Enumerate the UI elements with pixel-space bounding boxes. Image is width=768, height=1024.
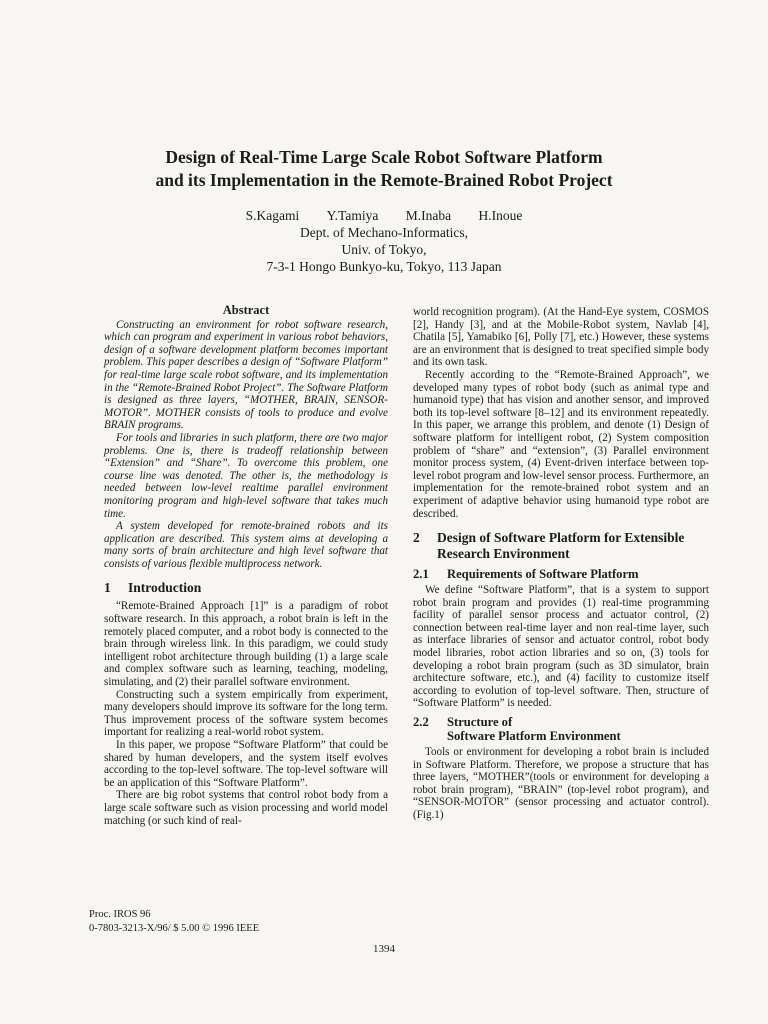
section-number: 2 (413, 530, 420, 546)
author-dept: Dept. of Mechano-Informatics, (300, 225, 468, 240)
subsection-title (447, 715, 709, 743)
body-paragraph: “Remote-Brained Approach [1]” is a paradigm of robot software research. In this approach, a robot brain is left in the remotely placed computer, and a robot body is connected to the brain through wireless link. In this paradigm, we could study intelligent robot architecture through building (1) a large scale and complex software such as learning, teaching, modeling, simulating, and (2) their parallel software environment. (104, 600, 388, 689)
body-paragraph: There are big robot systems that control robot body from a large scale software such as vision processing and world model matching (or such kind of real- (104, 789, 388, 827)
footer-proceedings: Proc. IROS 96 (89, 909, 151, 920)
subsection-number: 2.1 (413, 567, 429, 582)
abstract-heading: Abstract (222, 303, 270, 317)
body-paragraph: Tools or environment for developing a robot brain is included in Software Platform. Therefore, we propose a structure that has three layers, “MOTHER”(tools or environment for developing a robot brain program), “BRAIN” (top-level robot program), and “SENSOR-MOTOR” (sensor processing and actuator control). (Fig.1) (413, 746, 709, 821)
author-univ: Univ. of Tokyo, (341, 242, 427, 257)
left-column (104, 304, 388, 827)
author-name: H.Inoue (478, 208, 523, 223)
title-line-2: and its Implementation in the Remote-Brained Robot Project (155, 170, 613, 190)
author-address: 7-3-1 Hongo Bunkyo-ku, Tokyo, 113 Japan (266, 259, 502, 274)
body-paragraph: We define “Software Platform”, that is a system to support robot brain program and provides (1) real-time programming facility of parallel sensor process and actuator control, (2) connection between real-time layer and non real-time layer, such as interface libraries of sensor and actuator control, robot body model libraries, robot action libraries and so on, (3) tools for developing a robot brain program (such as 3D simulator, brain architecture software, etc.), and (4) facility to customize itself according to evolution of top-level software. Then, structure of “Software Platform” is needed. (413, 584, 709, 710)
body-paragraph: world recognition program). (At the Hand-Eye system, COSMOS [2], Handy [3], and at the Mobile-Robot system, Navlab [4], Chatila [5], Yamabiko [6], Polly [7], etc.) However, these systems are an environment that is designed to treat specified simple body and its own task. (413, 306, 709, 369)
abstract-paragraph: For tools and libraries in such platform, there are two major problems. One is, there is tradeoff relationship between “Extension” and “Share”. To overcome this problem, one course line was denoted. The other is, the methodology is needed between low-level realtime parallel environment monitoring program and high-level software that takes much time. (104, 431, 388, 520)
title-line-1: Design of Real-Time Large Scale Robot Software Platform (165, 147, 603, 167)
paper-title (60, 146, 708, 192)
author-name: S.Kagami (245, 208, 300, 223)
subsection-heading-structure (413, 715, 709, 743)
section-heading-design (413, 530, 709, 562)
section-title: Design of Software Platform for Extensible Research Environment (437, 530, 685, 562)
abstract-paragraph: A system developed for remote-brained robots and its application are described. This system aims at developing a many sorts of brain architecture and high level software that consists of various flexible multiprocess network. (104, 520, 388, 570)
author-name: Y.Tamiya (326, 208, 379, 223)
footer (89, 908, 259, 936)
subsection-number: 2.2 (413, 715, 429, 730)
abstract (104, 304, 388, 570)
body-paragraph: In this paper, we propose “Software Platform” that could be shared by human developers, and the system itself evolves according to the top-level software. The top-level software will be an application of this “Software Platform”. (104, 739, 388, 789)
subsection-title: Requirements of Software Platform (447, 567, 639, 582)
right-column (413, 306, 709, 822)
page-number: 1394 (373, 943, 395, 955)
section-number: 1 (104, 580, 111, 596)
author-name: M.Inaba (405, 208, 452, 223)
subsection-title-line-1: Structure of (447, 715, 513, 730)
section-title: Introduction (128, 580, 202, 596)
body-paragraph: Constructing such a system empirically from experiment, many developers should improve its software for the long term. Thus improvement process of the software system becomes important for realizing a real-world robot system. (104, 688, 388, 739)
body-paragraph: Recently according to the “Remote-Brained Approach”, we developed many types of robot body (such as animal type and humanoid type) that has vision and another sensor, and improved both its top-level software [8–12] and its environment repeatedly. In this paper, we arrange this problem, and denote (1) Design of software platform for intelligent robot, (2) System composition problem of “share” and “extension”, (3) Parallel environment monitor process system, (4) Event-driven interface between top-level robot program and low-level sensor process. Furthermore, an implementation for the remote-brained robot system and an experiment of adaptive behavior using humanoid type robot are described. (413, 368, 709, 520)
abstract-paragraph: Constructing an environment for robot software research, which can program and experiment in various robot behaviors, design of a software development platform becomes important problem. This paper describes a design of “Software Platform” for real-time large scale robot software, and its implementation in the “Remote-Brained Robot Project”. The Software Platform is designed as three layers, “MOTHER, BRAIN, SENSOR-MOTOR”. MOTHER consists of tools to produce and evolve BRAIN programs. (104, 318, 388, 432)
section-heading-introduction (104, 580, 388, 596)
subsection-heading-requirements (413, 567, 709, 581)
author-block (100, 207, 668, 275)
subsection-title-line-2: Software Platform Environment (447, 729, 621, 744)
footer-isbn: 0-7803-3213-X/96/ $ 5.00 © 1996 IEEE (89, 923, 260, 934)
author-names (100, 207, 668, 224)
